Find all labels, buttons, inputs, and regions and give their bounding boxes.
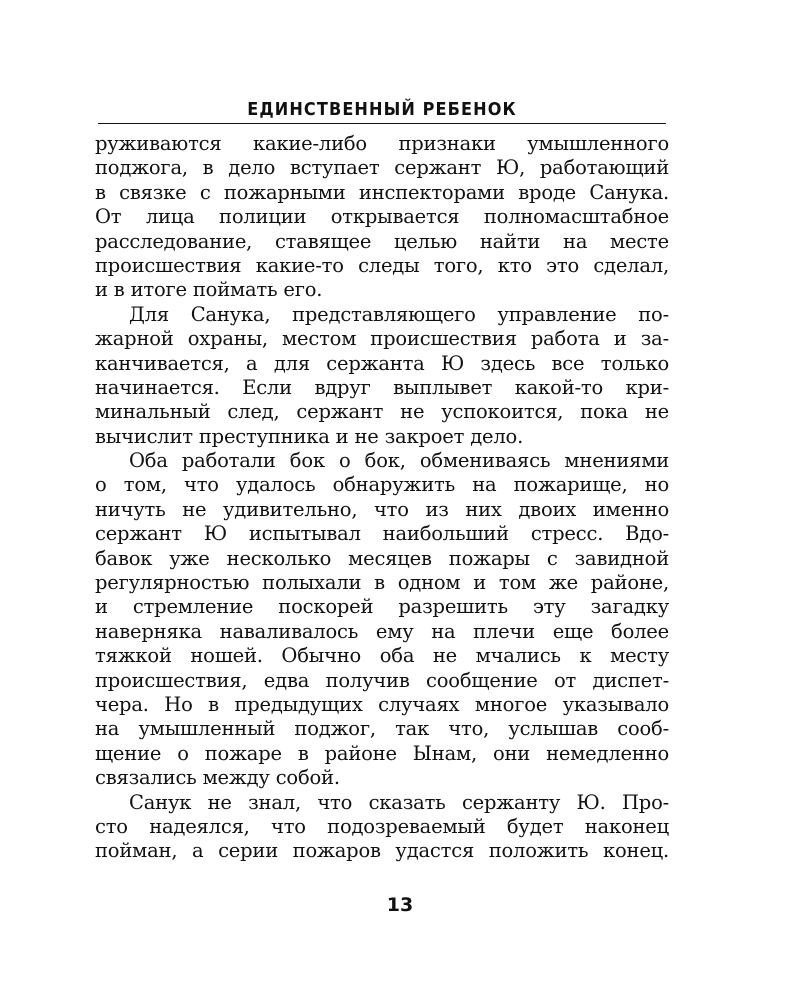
text-line: поджога, в дело вступает сержант Ю, работающий — [95, 156, 669, 180]
text-line: тяжкой ношей. Обычно оба не мчались к месту — [95, 644, 669, 668]
text-line: минальный след, сержант не успокоится, пока не — [95, 400, 669, 424]
text-line: в связке с пожарными инспекторами вроде Санука. — [95, 180, 669, 204]
paragraph-first-line: Оба работали бок о бок, обмениваясь мнениями — [129, 449, 669, 473]
body-text — [95, 132, 669, 864]
text-line: связались между собой. — [95, 766, 340, 790]
text-line: о том, что удалось обнаружить на пожарище, но — [95, 473, 669, 497]
text-line: регулярностью полыхали в одном и том же районе, — [95, 571, 669, 595]
text-line: жарной охраны, местом происшествия работа и за- — [95, 327, 669, 351]
text-line: расследование, ставящее целью найти на месте — [95, 229, 669, 253]
text-line: ничуть не удивительно, что из них двоих именно — [95, 497, 669, 521]
text-line: происшествия, едва получив сообщение от диспет- — [95, 668, 669, 692]
text-line: пойман, а серии пожаров удастся положить конец. — [95, 839, 669, 863]
text-line: вычислит преступника и не закроет дело. — [95, 424, 524, 448]
paragraph-first-line: Санук не знал, что сказать сержанту Ю. Про- — [129, 790, 669, 814]
text-line: щение о пожаре в районе Ынам, они немедленно — [95, 741, 669, 765]
page-number: 13 — [386, 894, 414, 916]
text-line: чера. Но в предыдущих случаях многое указывало — [95, 692, 669, 716]
text-line: и в итоге поймать его. — [95, 278, 323, 302]
text-line: сержант Ю испытывал наибольший стресс. Вдо- — [95, 522, 669, 546]
text-line: происшествия какие-то следы того, кто это сделал, — [95, 253, 669, 277]
text-line: От лица полиции открывается полномасштабное — [95, 205, 669, 229]
text-line: начинается. Если вдруг выплывет какой-то кри- — [95, 375, 669, 399]
text-line: наверняка наваливалось ему на плечи еще более — [95, 619, 669, 643]
header-rule — [98, 123, 666, 124]
text-line: и стремление поскорей разрешить эту загадку — [95, 595, 669, 619]
text-line: руживаются какие-либо признаки умышленного — [95, 132, 669, 155]
text-line: на умышленный поджог, так что, услышав сооб- — [95, 717, 669, 741]
text-line: канчивается, а для сержанта Ю здесь все только — [95, 351, 669, 375]
text-line: сто надеялся, что подозреваемый будет наконец — [95, 814, 669, 838]
paragraph-first-line: Для Санука, представляющего управление по- — [129, 302, 669, 326]
running-head: ЕДИНСТВЕННЫЙ РЕБЕНОК — [247, 100, 517, 120]
text-line: бавок уже несколько месяцев пожары с завидной — [95, 546, 669, 570]
